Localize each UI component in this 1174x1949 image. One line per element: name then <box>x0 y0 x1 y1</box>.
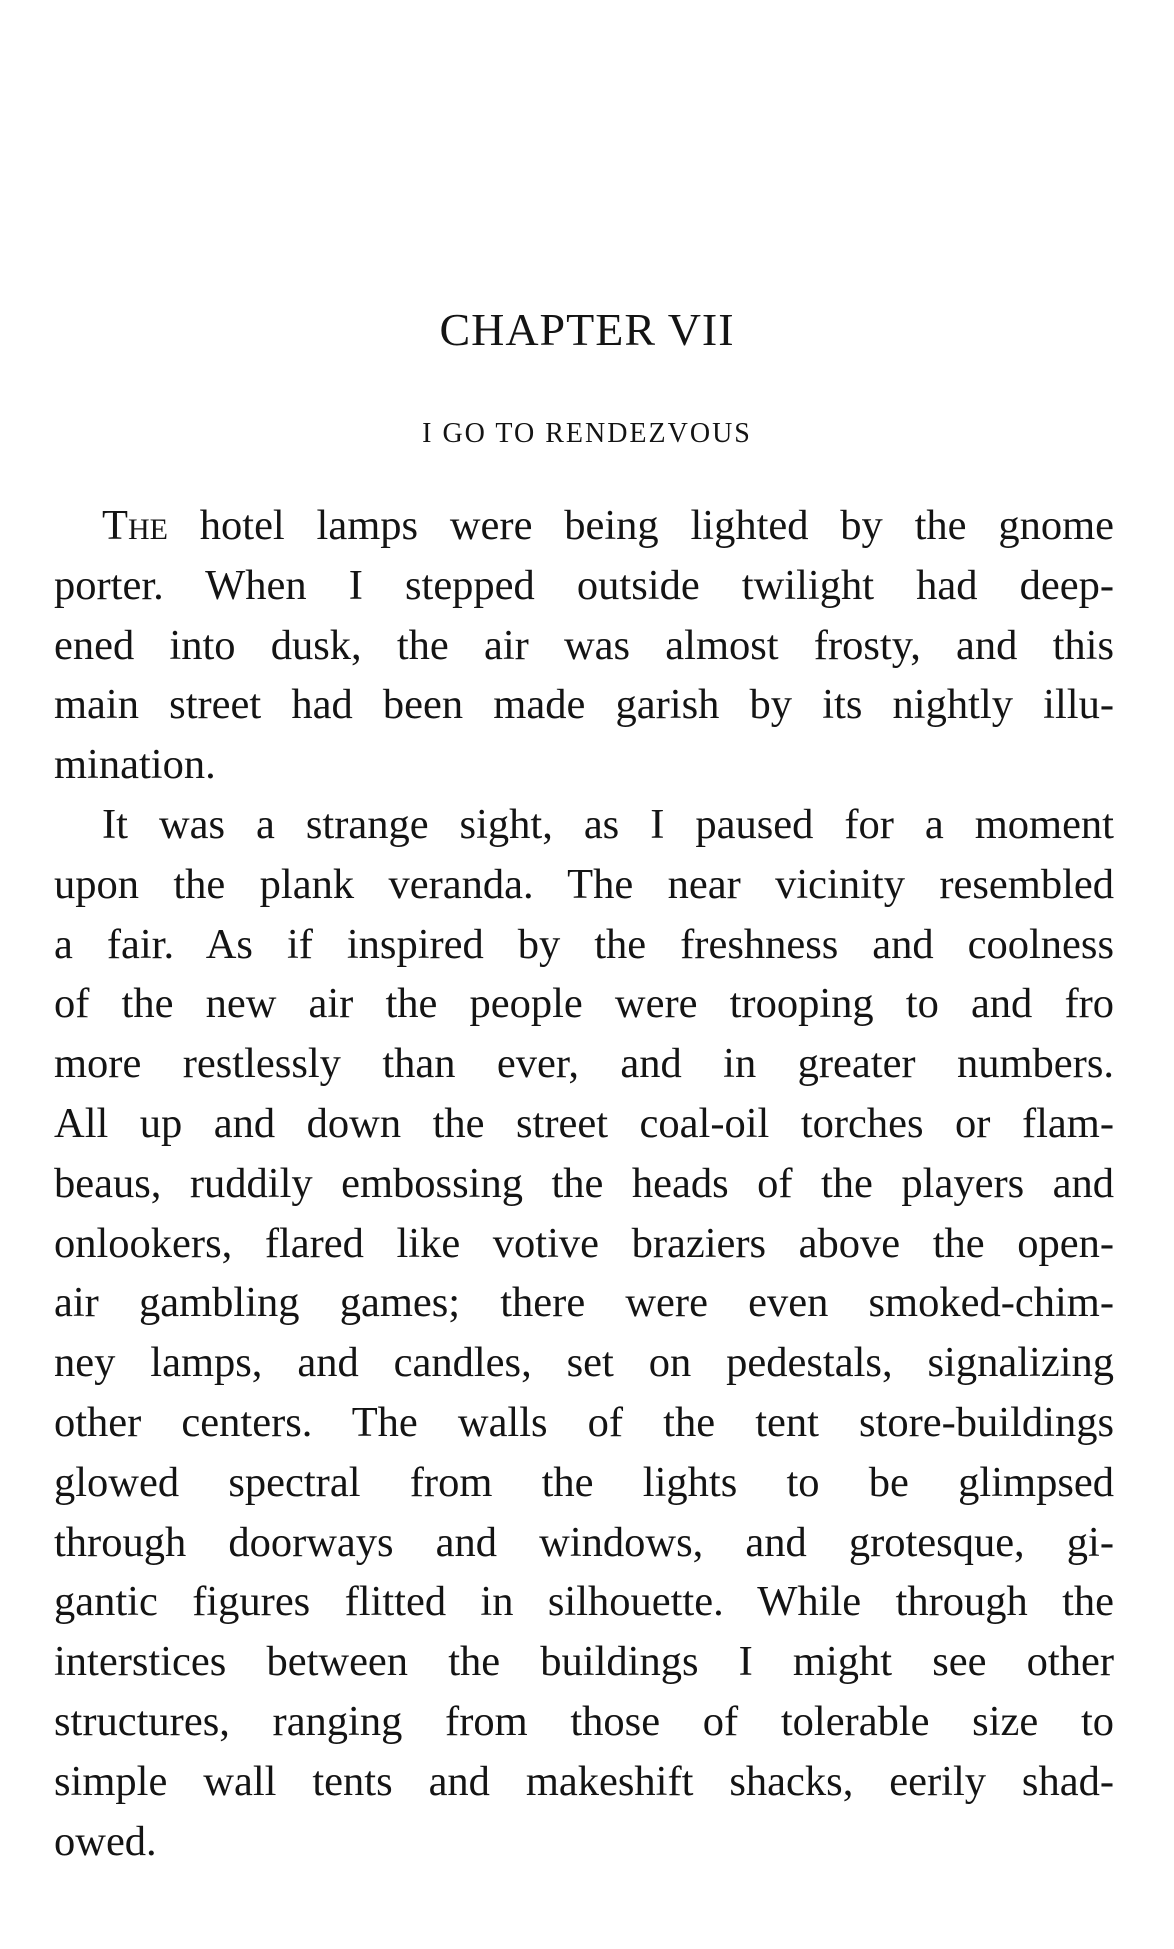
text-line: main street had been made garish by its nightly illu- <box>54 681 1114 729</box>
chapter-subtitle: I GO TO RENDEZVOUS <box>422 418 752 449</box>
paragraph-2 <box>54 795 1114 1871</box>
text-line: owed. <box>54 1817 157 1865</box>
text-line: through doorways and windows, and grotesque, gi- <box>54 1518 1114 1566</box>
chapter-heading: CHAPTER VII <box>439 304 735 355</box>
text-line: more restlessly than ever, and in greater numbers. <box>54 1040 1114 1088</box>
text-line: structures, ranging from those of tolerable size to <box>54 1697 1114 1745</box>
text-line: It was a strange sight, as I paused for a moment <box>102 800 1114 848</box>
text-line: a fair. As if inspired by the freshness and coolness <box>54 920 1114 968</box>
text-line: beaus, ruddily embossing the heads of the players and <box>54 1159 1114 1207</box>
text-line: mination. <box>54 741 216 789</box>
lead-word: The <box>102 502 168 549</box>
body-text <box>54 496 1114 1871</box>
text-line: air gambling games; there were even smoked-chim- <box>54 1279 1114 1327</box>
line-text: hotel lamps were being lighted by the gnome <box>167 502 1114 549</box>
text-line: simple wall tents and makeshift shacks, eerily shad- <box>54 1757 1114 1805</box>
text-line <box>54 496 1114 556</box>
text-line: ened into dusk, the air was almost frosty, and this <box>54 621 1114 669</box>
text-line: interstices between the buildings I might see other <box>54 1638 1114 1686</box>
text-line: ney lamps, and candles, set on pedestals, signalizing <box>54 1339 1114 1387</box>
text-line: gantic figures flitted in silhouette. While through the <box>54 1578 1114 1626</box>
text-line: other centers. The walls of the tent store-buildings <box>54 1398 1114 1446</box>
paragraph-1 <box>54 496 1114 795</box>
text-line: glowed spectral from the lights to be glimpsed <box>54 1458 1114 1506</box>
text-line: onlookers, flared like votive braziers above the open- <box>54 1219 1114 1267</box>
text-line: of the new air the people were trooping to and fro <box>54 980 1114 1028</box>
text-line: All up and down the street coal-oil torches or flam- <box>54 1099 1114 1147</box>
text-line: porter. When I stepped outside twilight had deep- <box>54 561 1114 609</box>
text-line: upon the plank veranda. The near vicinity resembled <box>54 860 1114 908</box>
